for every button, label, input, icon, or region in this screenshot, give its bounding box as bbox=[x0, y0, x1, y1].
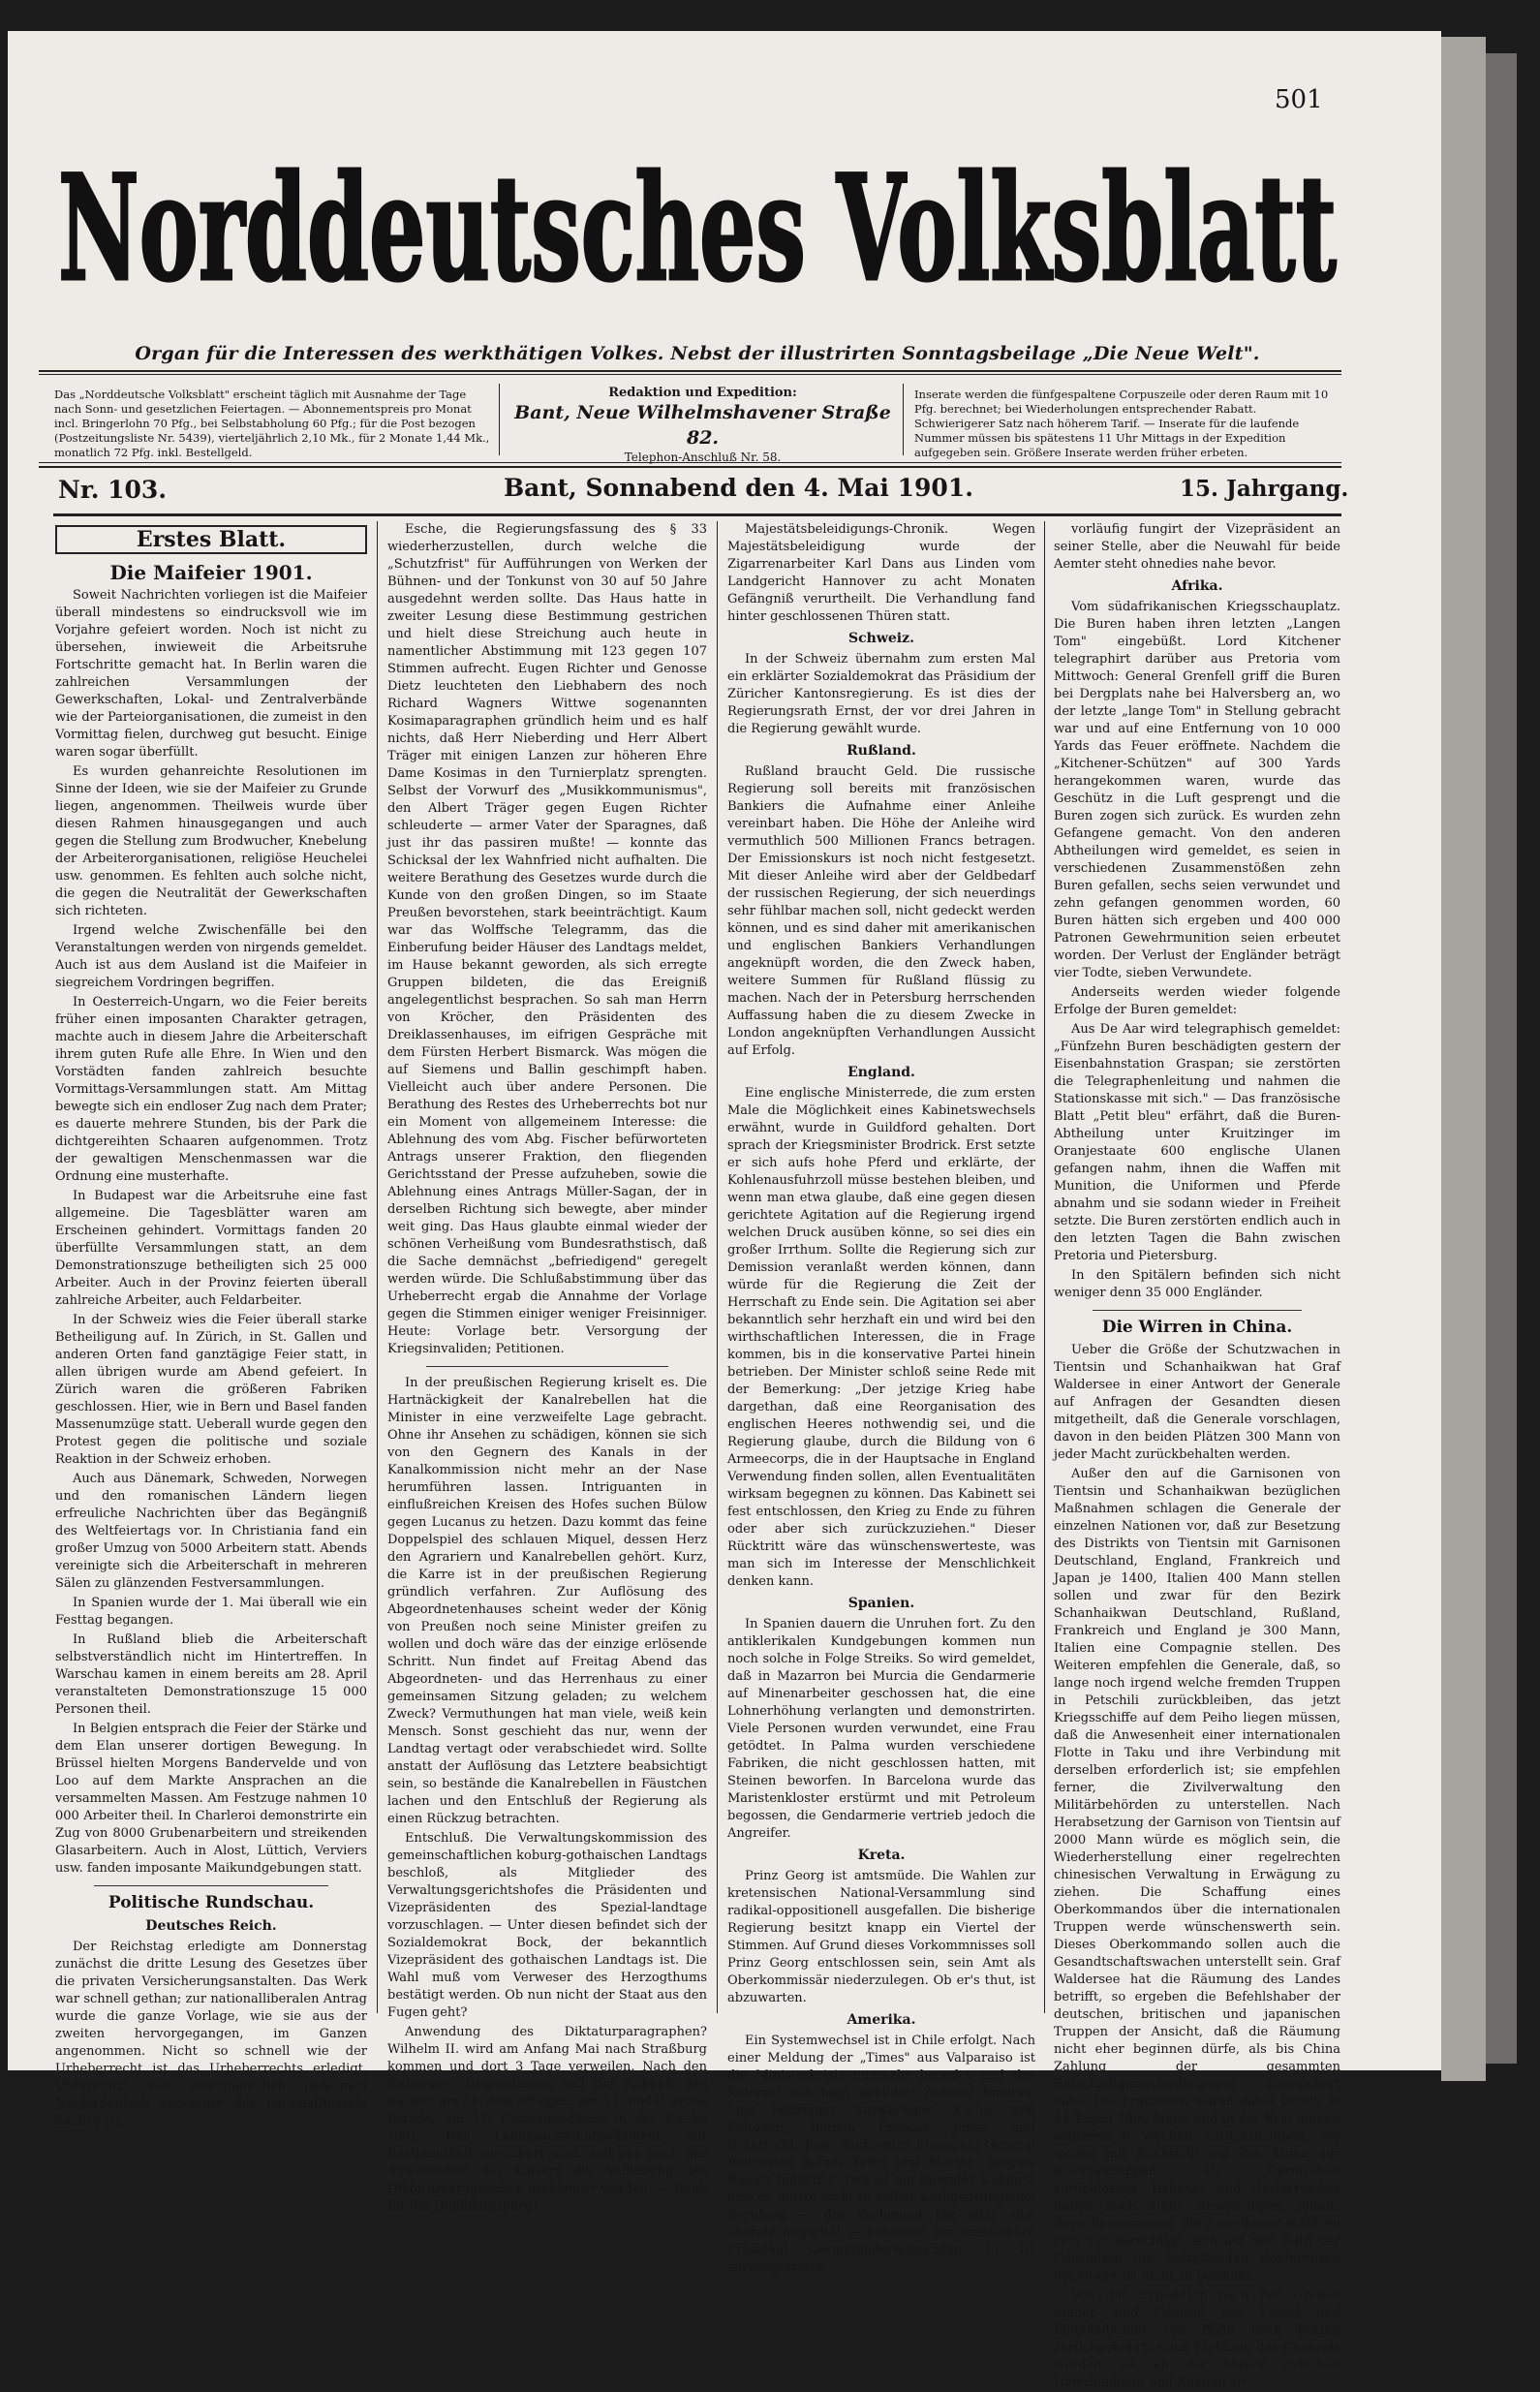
section-subheading: Afrika. bbox=[1171, 578, 1223, 594]
column-1 bbox=[55, 521, 367, 2128]
rule-top bbox=[39, 370, 1341, 372]
paragraph: Anwendung des Diktaturparagraphen? Wilhelm II. wird am Anfang Mai nach Straßburg kommen und dort 3 Tage verweilen. Nach den bisherigen Dispositionen soll die Ankunft des Kaisers am 10. Mai erfolgen; am 11. findet große Parade, am 12. Festgottesdienst in der Kirche statt. Der Landesausschußpräsident mit Bestimmtheit versichert wird, soll nun auch der Anwesenheit des Kaisers die Aufhebung des Diktaturparagraphen proklamirt werden. — Dank für die Hohkönigsburg! bbox=[387, 2025, 707, 2214]
subscription-info: Das „Norddeutsche Volksblatt" erscheint täglich mit Ausnahme der Tage nach Sonn- und gesetzlichen Feiertagen. — Abonnementspreis pro Monat incl. Bringerlohn 70 Pfg., bei Selbstabholung 60 Pfg.; für die Post bezogen (Postzeitungsliste Nr. 5439), vierteljährlich 2,10 Mk., für 2 Monate 1,44 Mk., monatlich 72 Pfg. inkl. Bestellgeld. bbox=[54, 388, 490, 459]
paragraph: In der Schweiz wies die Feier überall starke Betheiligung auf. In Zürich, in St. Gallen und anderen Orten fand ganztägige Feier statt, in allen übrigen wurde am Abend gefeiert. In Zürich waren die größeren Fabriken geschlossen. Hier, wie in Bern und Basel fanden Massenumzüge statt. Ueberall wurde gegen den Protest gegen die politische und soziale Reaktion in der Schweiz erhoben. bbox=[55, 1313, 367, 1467]
paragraph: Aus De Aar wird telegraphisch gemeldet: „Fünfzehn Buren beschädigten gestern der Eisenbahnstation Graspan; sie zerstörten die Telegraphenleitung und nahmen die Stationskasse mit sich." — Das französische Blatt „Petit bleu" erfährt, daß die Buren-Abtheilung unter Kruitzinger im Oranjestaate 600 englische Ulanen gefangen nahm, ihnen die Waffen mit Munition, die Uniformen und Pferde abnahm und sie sodann wieder in Freiheit setzte. Die Buren zerstörten endlich auch in den letzten Tagen die Bahn zwischen Pretoria und Pietersburg. bbox=[1054, 1022, 1340, 1263]
paragraph: Rußland braucht Geld. Die russische Regierung soll bereits mit französischen Bankiers die Aufnahme einer Anleihe vereinbart haben. Die Höhe der Anleihe wird vermuthlich 500 Millionen Francs betragen. Der Emissionskurs ist noch nicht festgesetzt. Mit dieser Anleihe wird aber der Geldbedarf der russischen Regierung, der sich neuerdings sehr fühlbar machen soll, nicht gedeckt werden können, und es sind daher mit amerikanischen und englischen Bankiers Verhandlungen angeknüpft worden, die den Zweck haben, weitere Summen für Rußland flüssig zu machen. Nach der in Petersburg herrschenden Auffassung haben die zu diesem Zwecke in London angeknüpften Verhandlungen Aussicht auf Erfolg. bbox=[727, 764, 1035, 1058]
column-3 bbox=[727, 521, 1035, 2275]
page-edge bbox=[1441, 37, 1486, 2081]
advertising-info: Inserate werden die fünfgespaltene Corpuszeile oder deren Raum mit 10 Pfg. berechnet; bei Wiederholungen entsprechender Rabatt. Schwierigerer Satz nach höherem Tarif. — Inserate für die laufende Nummer müssen bis spätestens 11 Uhr Mittags in der Expedition aufgegeben sein. Größere Inserate werden früher erbeten. bbox=[914, 388, 1329, 459]
subtitle: Organ für die Interessen des werkthätigen Volkes. Nebst der illustrirten Sonntagsbeilage „Die Neue Welt". bbox=[135, 343, 1260, 364]
editorial-phone: Telephon-Anschluß Nr. 58. bbox=[624, 450, 782, 464]
paragraph: vorläufig fungirt der Vizepräsident an seiner Stelle, aber die Neuwahl für beide Aemter steht ohnedies nahe bevor. bbox=[1054, 522, 1340, 572]
section-divider bbox=[1093, 1310, 1302, 1311]
paragraph: In Rußland blieb die Arbeiterschaft selbstverständlich nicht im Hintertreffen. In Warschau kamen in einem bereits am 28. April veranstalteten Demonstrationszuge 15 000 Personen theil. bbox=[55, 1632, 367, 1717]
paragraph: Es wurden gehanreichte Resolutionen im Sinne der Ideen, wie sie der Maifeier zu Grunde liegen, angenommen. Theilweis wurde über diesen Rahmen hinausgegangen und auch gegen die Stellung zum Brodwucher, Knebelung der Arbeiterorganisationen, religiöse Heuchelei usw. genommen. Es fehlten auch solche nicht, die gegen die Neutralität der Gewerkschaften sich richteten. bbox=[55, 764, 367, 918]
issue-date: Bant, Sonnabend den 4. Mai 1901. bbox=[504, 474, 973, 502]
volume-year: 15. Jahrgang. bbox=[1180, 476, 1349, 502]
paragraph: Soweit Nachrichten vorliegen ist die Maifeier überall mindestens so eindrucksvoll wie im Vorjahre gefeiert worden. Noch ist nicht zu übersehen, inwieweit die Arbeitsruhe Fortschritte gemacht hat. In Berlin waren die zahlreichen Versammlungen der Gewerkschaften, Lokal- und Zentralverbände wie der Parteiorganisationen, die zumeist in den Vormittag fielen, durchweg gut besucht. Einige waren sogar überfüllt. bbox=[55, 588, 367, 760]
paragraph: Ein Systemwechsel ist in Chile erfolgt. Nach einer Meldung der „Times" aus Valparaiso ist die Ministerkrisis nunmehr beendet und das Kabinett wie folgt gebildet: Zanartu Inneres; Luis Rodriguez Auswärtiges, Kultus und Kolonien; Ramon Escobar Justiz und Unterricht; Juan Sanfuentes Finanzen; General Benceslao Bulnes Krieg und Marine; Joaquin Blanco Industrie. Das ist ein liberales Kabinett und es dürfte wohl in seiner nothgedrungenen Berufung — das Parlament hat jetzt eine liberale Majorität — bekommt der reaktionäre Präsident Gesundheitsrücksichten. Er ist zurückgetreten, bbox=[727, 2034, 1035, 2275]
column-separator-2 bbox=[717, 521, 718, 2013]
paragraph: Ueber die Größe der Schutzwachen in Tientsin und Schanhaikwan hat Graf Waldersee in einer Antwort der Generale auf Anfragen der Gesandten diesen mitgetheilt, daß die Generale vorschlagen, davon in den beiden Plätzen 300 Mann von jeder Macht zurückbehalten werden. bbox=[1054, 1343, 1340, 1462]
paragraph: Vom südafrikanischen Kriegsschauplatz. Die Buren haben ihren letzten „Langen Tom" eingebüßt. Lord Kitchener telegraphirt darüber aus Pretoria vom Mittwoch: General Grenfell griff die Buren bei Dergplats nahe bei Halversberg an, wo der letzte „lange Tom" in Stellung gebracht war und auf eine Entfernung von 10 000 Yards das Feuer eröffnete. Nachdem die „Kitchener-Schützen" auf 300 Yards herangekommen waren, wurde das Geschütz in die Luft gesprengt und die Buren zogen sich zurück. Es wurden zehn Gefangene gemacht. Von den anderen Abtheilungen wird gemeldet, es seien in verschiedenen Zusammenstößen zehn Buren gefallen, sechs seien verwundet und zehn gefangen genommen worden, 60 Buren hätten sich ergeben und 400 000 Patronen Gewehrmunition seien erbeutet worden. Der Verlust der Engländer beträgt vier Todte, sieben Verwundete. bbox=[1054, 600, 1340, 980]
paragraph: In Spanien wurde der 1. Mai überall wie ein Festtag begangen. bbox=[55, 1596, 367, 1628]
paragraph: Außer den auf die Garnisonen von Tientsin und Schanhaikwan bezüglichen Maßnahmen schlagen die Generale der einzelnen Nationen vor, daß zur Besetzung des Distrikts von Tientsin mit Garnisonen Deutschland, England, Frankreich und Japan je 1400, Italien 400 Mann stellen sollen und zwar für den Bezirk Schanhaikwan Deutschland, Rußland, Frankreich und England je 300 Mann, Italien eine Compagnie stellen. Des Weiteren empfehlen die Generale, daß, so lange noch irgend welche fremden Truppen in Petschili zurückbleiben, das jetzt Kriegsschiffe auf dem Peiho liegen müssen, daß die Anwesenheit einer internationalen Flotte in Taku und ihre Verbindung mit derselben erforderlich ist; sie empfehlen ferner, die Zivilverwaltung den Militärbehörden zu unterstellen. Nach Herabsetzung der Garnison von Tientsin auf 2000 Mann würde es möglich sein, die Wiederherstellung einer regelrechten chinesischen Verwaltung in Erwägung zu ziehen. Die Schaffung eines Oberkommandos über die internationalen Truppen werde wünschenswerth sein. Dieses Oberkommando sollen auch die Gesandtschaftswachen unterstellt sein. Graf Waldersee hat die Räumung des Landes betrifft, so ergeben die Befehlshaber der deutschen, britischen und japanischen Truppen der Ansicht, daß die Räumung nicht eher beginnen dürfe, als bis China Zahlung der gesammten Entschädigungsforderungen zugesichert habe. Die Franzosen wären dabei bereit, in 14 Tagen 3000 Mann und in der Rest binnen weiteren 6 Wochen zurückzuziehen. Sie wollen mit Rücksicht auf das Klima nur Kolonialtruppen als Garnisonen zurücklassen. Italiener und Oesterreicher haben noch keine Anweisungen seitens ihrer Regierungen, die Amerikaner erklären sich nur berechtigt, sich auf den Rath der Gesandten der betreffenden Konferenzen der Generale nicht zu beziehen. bbox=[1054, 1467, 1340, 2283]
column-4 bbox=[1054, 521, 1340, 2390]
rule-box-sep-right bbox=[903, 384, 904, 455]
article-heading-maifeier: Die Maifeier 1901. bbox=[109, 561, 313, 584]
page-number: 501 bbox=[1275, 85, 1323, 114]
paragraph: In Oesterreich-Ungarn, wo die Feier bereits früher einen imposanten Charakter getragen, machte auch in diesem Jahre die Arbeiterschaft ihrem guten Rufe alle Ehre. In Wien und den Vorstädten fanden zahlreich besuchte Vormittags-Versammlungen statt. Am Mittag bewegte sich ein endloser Zug nach dem Prater; es dauerte mehrere Stunden, bis der Park die dichtgereihten Schaaren aufgenommen. Trotz der gewaltigen Menschenmassen war die Ordnung eine musterhafte. bbox=[55, 995, 367, 1184]
binding-shadow bbox=[1486, 53, 1517, 2064]
editorial-address: Bant, Neue Wilhelmshavener Straße 82. bbox=[514, 402, 891, 449]
rule-dateline bbox=[53, 513, 1341, 516]
editorial-title: Redaktion und Expedition: bbox=[608, 386, 797, 400]
masthead bbox=[53, 134, 1341, 316]
section-subheading: Kreta. bbox=[857, 1848, 906, 1863]
section-divider bbox=[426, 1366, 668, 1367]
paragraph: Der Reichstag erledigte am Donnerstag zunächst die dritte Lesung des Gesetzes über die privaten Versicherungsanstalten. Das Werk war schnell gethan; zur nationalliberalen Antrag wurde die ganze Vorlage, wie sie aus der zweiten hervorgegangen, im Ganzen angenommen. Nicht so schnell wie der Urheberrecht ist das Urheberrechts erledigt. Unterstützt von unschuldvollen geheimen Niederdeutsch versuchte der nationalliberale Sachse Dr. bbox=[55, 1940, 367, 2128]
article-heading-china: Die Wirren in China. bbox=[1101, 1318, 1293, 1337]
paragraph: Majestätsbeleidigungs-Chronik. Wegen Majestätsbeleidigung wurde der Zigarrenarbeiter Karl Dans aus Linden vom Landgericht Hannover zu acht Monaten Gefängniß verurtheilt. Die Verhandlung fand hinter geschlossenen Thüren statt. bbox=[727, 522, 1035, 624]
rule-top-thin bbox=[39, 374, 1341, 375]
paragraph: Irgend welche Zwischenfälle bei den Veranstaltungen werden von nirgends gemeldet. Auch ist aus dem Ausland ist die Maifeier in siegreichem Vordringen begriffen. bbox=[55, 923, 367, 990]
issue-number: Nr. 103. bbox=[58, 476, 168, 504]
column-2 bbox=[387, 521, 707, 2214]
paragraph: Anderseits werden wieder folgende Erfolge der Buren gemeldet: bbox=[1054, 985, 1340, 1017]
section-divider bbox=[94, 1885, 328, 1886]
rule-mid-thick bbox=[39, 466, 1341, 468]
rule-box-sep-left bbox=[499, 384, 500, 455]
paragraph: In Belgien entsprach die Feier der Stärke und dem Elan unserer dortigen Bewegung. In Brüssel hielten Morgens Bandervelde und von Loo auf dem Markte Ansprachen an die versammelten Massen. Am Festzuge nahmen 10 000 Arbeiter theil. In Charleroi demonstrirte ein Zug von 8000 Grubenarbeitern und streikenden Glasarbeitern. Auch in Alost, Lüttich, Verviers usw. fanden imposante Maikundgebungen statt. bbox=[55, 1722, 367, 1876]
section-subheading: Spanien. bbox=[847, 1596, 915, 1611]
paragraph: In Spanien dauern die Unruhen fort. Zu den antiklerikalen Kundgebungen kommen nun noch solche in Folge Streiks. So wird gemeldet, daß in Mazarron bei Murcia die Gendarmerie auf Minenarbeiter geschossen hat, die eine Lohnerhöhung verlangten und demonstrirten. Viele Personen wurden verwundet, eine Frau getödtet. In Palma wurden verschiedene Fabriken, die nicht geschlossen hatten, mit Steinen beworfen. In Barcelona wurde das Maristenkloster erstürmt und mit Petroleum begossen, die Gendarmerie vertrieb jedoch die Angreifer. bbox=[727, 1617, 1035, 1841]
paragraph: In den Spitälern befinden sich nicht weniger denn 35 000 Engländer. bbox=[1054, 1268, 1340, 1300]
paragraph: Eine englische Ministerrede, die zum ersten Male die Möglichkeit eines Kabinetswechsels erwähnt, wurde in Guildford gehalten. Dort sprach der Kriegsminister Brodrick. Erst setzte er sich aufs hohe Pferd und erklärte, der Kohlenausfuhrzoll müsse bestehen bleiben, und wenn man etwa glaube, daß eine gegen diesen gerichtete Agitation auf die Regierung irgend welchen Druck ausüben könne, so sei dies ein großer Irrthum. Sollte die Regierung sich zur Demission veranlaßt werden können, dann würde für die Regierung die Zeit der Herrschaft zu Ende sein. Die Agitation sei aber bekanntlich sehr herzhaft ein und wird bei den wirthschaftlichen Interessen, die in Frage kommen, bis in die konservative Partei hinein betrieben. Der Minister schloß seine Rede mit der Bemerkung: „Der jetzige Krieg habe dargethan, daß eine Reorganisation des englischen Heeres nothwendig sei, und die Regierung glaube, durch die Bildung von 6 Armeecorps, die in der Hauptsache in England Verwendung finden sollen, allen Eventualitäten wirksam begegnen zu können. Das Kabinett sei fest entschlossen, den Krieg zu Ende zu führen oder aber sich zurückzuziehen." Dieser Rücktritt wäre das wünschenswerteste, was man sich im Interesse der Menschlichkeit denken kann. bbox=[727, 1086, 1035, 1589]
paragraph: Esche, die Regierungsfassung des § 33 wiederherzustellen, durch welche die „Schutzfrist" für Aufführungen von Werken der Bühnen- und der Tonkunst von 30 auf 50 Jahre ausgedehnt werden sollte. Das Haus hatte in zweiter Lesung diese Bestimmung gestrichen und hielt diese Streichung auch heute in namentlicher Abstimmung mit 123 gegen 107 Stimmen aufrecht. Eugen Richter und Genosse Dietz leuchteten den Liebhabern des noch Richard Wagners Wittwe sogenannten Kosimaparagraphen gründlich heim und es half nichts, daß Herr Nieberding und Herr Albert Träger mit einigen Lanzen zur höheren Ehre Dame Kosimas in den Turnierplatz sprengten. Selbst der Vorwurf des „Musikkommunismus", den Albert Träger gegen Eugen Richter schleuderte — armer Vater der Sparagnes, daß just ihr das passiren mußte! — konnte das Schicksal der lex Wahnfried nicht aufhalten. Die weitere Berathung des Gesetzes wurde durch die Kunde von den großen Dingen, so im Staate Preußen bevorstehen, stark beeinträchtigt. Kaum war das Wolffsche Telegramm, das die Einberufung beider Häuser des Landtags meldet, im Hause bekannt geworden, als sich erregte Gruppen bildeten, die das Ereigniß angelegentlichst besprachen. So sah man Herrn von Kröcher, den Präsidenten des Dreiklassenhauses, im eifrigen Gespräche mit dem Fürsten Herbert Bismarck. Was mögen die auf Siemens und Ballin geschimpft haben. Vielleicht auch über andere Personen. Die Berathung des Restes des Urheberrechts bot nur ein Moment von allgemeinem Interesse: die Ablehnung des vom Abg. Fischer befürworteten Antrags unserer Fraktion, den fliegenden Gerichtsstand der Presse aufzuheben, sowie die Ablehnung eines Antrags Müller-Sagan, der in derselben Richtung sich bewegte, aber minder weit ging. Das Haus glaubte einmal wieder der schönen Verheißung vom Bundesrathstisch, daß die Sache demnächst „befriedigend" geregelt werden würde. Die Schlußabstimmung über das Urheberrecht ergab die Annahme der Vorlage gegen die Stimmen einiger weniger Freisinniger. Heute: Vorlage betr. Versorgung der Kriegsinvaliden; Petitionen. bbox=[387, 522, 707, 1356]
masthead-title: Norddeutsches Volksblatt bbox=[58, 143, 1337, 314]
section-subheading: Amerika. bbox=[847, 2012, 916, 2028]
column-separator-3 bbox=[1044, 521, 1045, 2013]
section-title-erstes-blatt: Erstes Blatt. bbox=[55, 525, 367, 554]
section-subheading: Deutsches Reich. bbox=[145, 1918, 277, 1934]
article-heading-rundschau: Politische Rundschau. bbox=[108, 1893, 315, 1912]
paragraph: Auch aus Dänemark, Schweden, Norwegen und den romanischen Ländern liegen erfreuliche Nachrichten über das Begängniß des Weltfeiertags vor. In Christiania fand ein großer Umzug von 5000 Arbeitern statt. Abends vereinigte sich die Arbeiterschaft in mehreren Sälen zu glänzenden Festversammlungen. bbox=[55, 1472, 367, 1591]
editorial-office bbox=[511, 386, 894, 465]
section-subheading: Schweiz. bbox=[848, 631, 914, 646]
paragraph: Entschluß. Die Verwaltungskommission des gemeinschaftlichen koburg-gothaischen Landtags beschloß, als Mitglieder des Verwaltungsgerichtshofes die Präsidenten und Vizepräsidenten des Spezial-landtage vorzuschlagen. — Unter diesen befindet sich der Sozialdemokrat Bock, der bekanntlich Vizepräsident des gothaischen Landtags ist. Die Wahl muß vom Verweser des Herzogthums bestätigt werden. Ob nun nicht der Staat aus den Fugen geht? bbox=[387, 1831, 707, 2020]
paragraph: In der Schweiz übernahm zum ersten Mal ein erklärter Sozialdemokrat das Präsidium der Züricher Kantonsregierung. Es ist dies der Regierungsrath Ernst, der vor drei Jahren in die Regierung gewählt wurde. bbox=[727, 652, 1035, 736]
section-subheading: Rußland. bbox=[847, 743, 916, 759]
column-separator-1 bbox=[377, 521, 378, 2013]
paragraph: In Budapest war die Arbeitsruhe eine fast allgemeine. Die Tagesblätter waren am Erscheinen gehindert. Vormittags fanden 20 überfüllte Versammlungen statt, an dem Demonstrationszuge betheiligten sich 25 000 Arbeiter. Auch in der Provinz feierten überall zahlreiche Arbeiter, auch Feldarbeiter. bbox=[55, 1189, 367, 1308]
paragraph: Prinz Georg ist amtsmüde. Die Wahlen zur kretensischen National-Versammlung sind radikal-oppositionell ausgefallen. Die bisherige Regierung besitzt knapp ein Viertel der Stimmen. Auf Grund dieses Vorkommnisses soll Prinz Georg entschlossen sein, sein Amt als Oberkommissär niederzulegen. Ob er's thut, ist abzuwarten. bbox=[727, 1869, 1035, 2005]
section-subheading: England. bbox=[847, 1065, 915, 1080]
paragraph: Von der Expedition nach der Großen Mauer sind General von Lessel und Flügeladjutant von Böhn nach Peking zurückgekehrt. Nach Meldung des Generals werden die an der Mauer zwischen Heischankuan und Kukuan an- bbox=[1054, 2288, 1340, 2390]
paragraph: In der preußischen Regierung kriselt es. Die Hartnäckigkeit der Kanalrebellen hat die Minister in eine verzweifelte Lage gebracht. Ohne ihr Ansehen zu schädigen, können sie sich von den Gegnern des Kanals in der Kanalkommission nicht mehr an der Nase herumführen lassen. Intriguanten in einflußreichen Kreisen des Hofes suchen Bülow gegen Lucanus zu hetzen. Dazu kommt das feine Doppelspiel des schlauen Miquel, dessen Herz den Agrariern und Kanalrebellen gehört. Kurz, die Karre ist in der preußischen Regierung gründlich verfahren. Zur Auflösung des Abgeordnetenhauses scheint weder der König von Preußen noch seine Minister greifen zu wollen und doch wäre das der einzige erlösende Schritt. Nun findet auf Freitag Abend das Abgeordneten- und das Herrenhaus zu einer gemeinsamen Sitzung geladen; zu welchem Zweck? Vermuthungen hat man viele, weiß kein Mensch. Sonst geschieht das nur, wenn der Landtag vertagt oder verabschiedet wird. Sollte anstatt der Auflösung das Letztere beabsichtigt sein, so bestände die Kanalrebellen in Fäustchen lachen und den Entschluß der Regierung als einen Rückzug betrachten. bbox=[387, 1376, 707, 1826]
